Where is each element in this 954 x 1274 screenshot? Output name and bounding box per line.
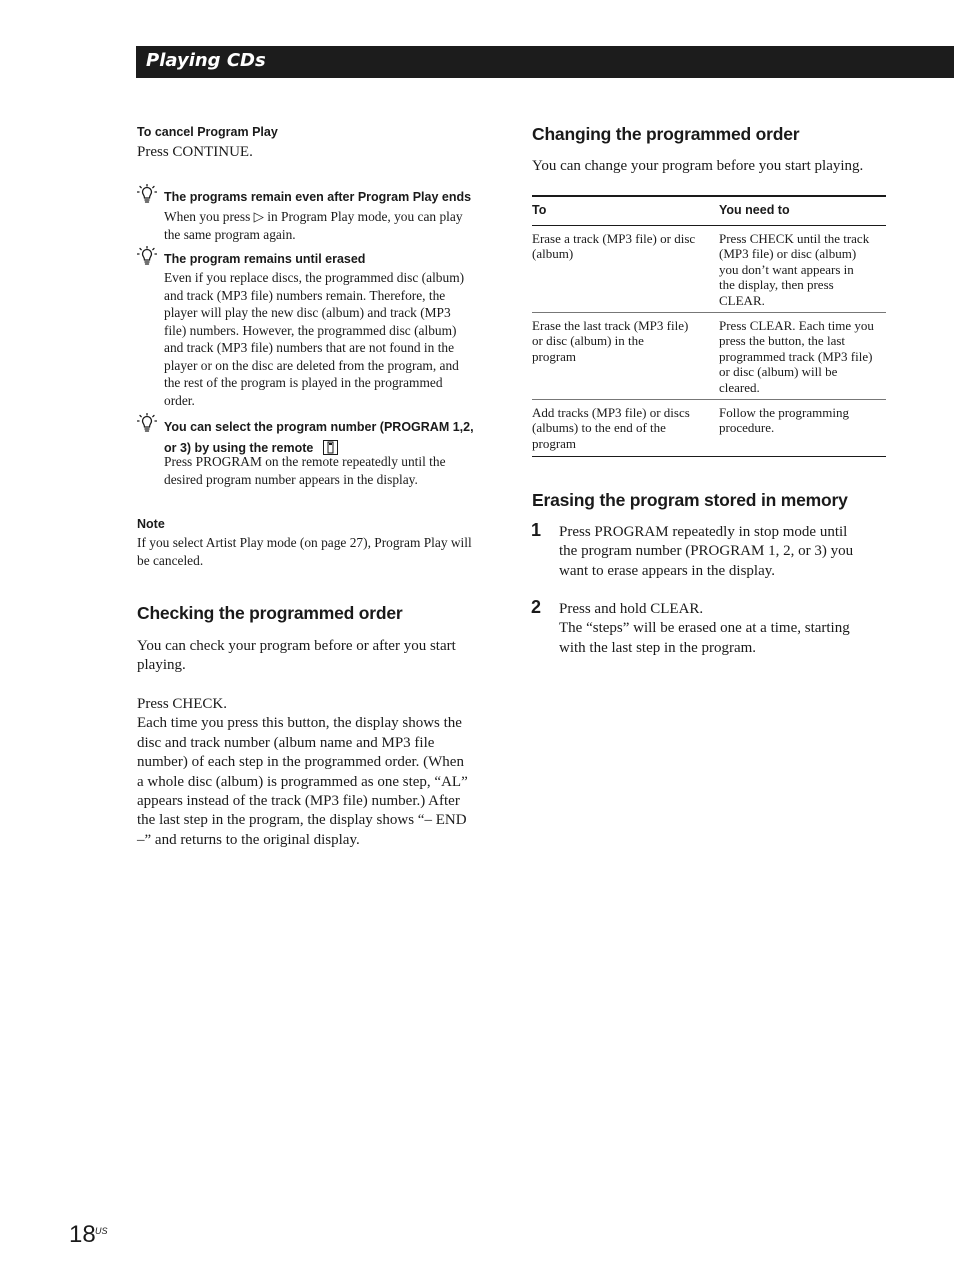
tip-line: the rest of the program is played in the programmed	[164, 375, 443, 390]
step-number: 2	[531, 597, 542, 617]
tip-line: Even if you replace discs, the programmed disc (album)	[164, 270, 465, 285]
cell-line: Erase the last track (MP3 file)	[532, 318, 689, 333]
checking-line: disc and track number (album name and MP3 file	[137, 734, 435, 751]
table-cell-to	[532, 318, 712, 364]
step-line: want to erase appears in the display.	[559, 562, 776, 579]
note-body	[137, 534, 472, 569]
note-line: be canceled.	[137, 552, 204, 568]
tip-heading-line: or 3) by using the remote	[164, 440, 314, 455]
checking-line: –” and returns to the original display.	[137, 831, 360, 848]
tip-line: desired program number appears in the display.	[164, 471, 418, 487]
checking-intro-line: You can check your program before or after you start	[137, 638, 456, 654]
cell-line: you don’t want appears in	[719, 261, 854, 277]
cell-line: the display, then press	[719, 277, 834, 293]
checking-heading: Checking the programmed order	[137, 603, 403, 623]
cell-line: or disc (album) will be	[719, 364, 838, 380]
checking-line: appears instead of the track (MP3 file) number.) After	[137, 793, 460, 810]
step-line: Press and hold CLEAR.	[559, 601, 704, 617]
step-line: The “steps” will be erased one at a time, starting	[559, 620, 850, 637]
cell-line: program	[532, 348, 577, 364]
tip-line: order.	[164, 392, 195, 408]
step-number: 1	[531, 520, 542, 540]
cell-line: Add tracks (MP3 file) or discs	[532, 405, 690, 420]
note-line: If you select Artist Play mode (on page 27), Program Play will	[137, 535, 472, 550]
tip-body	[164, 453, 446, 488]
tip-line: player will play the new disc (album) and track (MP3	[164, 305, 451, 320]
tip-heading: The programs remain even after Program Play ends	[164, 190, 472, 204]
cell-line: Press CHECK until the track	[719, 231, 870, 246]
step-body	[559, 600, 850, 658]
table-row-rule	[532, 399, 886, 400]
cell-line: (albums) to the end of the	[532, 420, 666, 436]
table-top-rule	[532, 195, 886, 197]
checking-intro-line: playing.	[137, 657, 186, 674]
step-body	[559, 523, 853, 581]
tip-icon	[137, 413, 157, 433]
cell-line: or disc (album) in the	[532, 333, 644, 349]
tip-heading-line: You can select the program number (PROGRAM 1,2,	[164, 420, 474, 434]
tip-heading: The program remains until erased	[164, 252, 366, 266]
cell-line: CLEAR.	[719, 292, 765, 308]
checking-line: the last step in the program, the display shows “– END	[137, 812, 467, 829]
table-header-rule	[532, 225, 886, 226]
page-number: 18	[69, 1221, 96, 1248]
note-heading: Note	[137, 517, 165, 531]
cancel-heading: To cancel Program Play	[137, 125, 278, 139]
table-cell-need	[719, 231, 889, 308]
cell-line: cleared.	[719, 379, 760, 395]
cell-line: programmed track (MP3 file)	[719, 348, 873, 364]
checking-line: a whole disc (album) is programmed as one step, “AL”	[137, 773, 468, 790]
tip-line: file) numbers. However, the programmed disc (album)	[164, 322, 457, 338]
table-cell-need	[719, 318, 889, 395]
tip-line: and track (MP3 file) numbers remain. Therefore, the	[164, 287, 446, 303]
section-title: Playing CDs	[146, 50, 266, 71]
table-row-rule	[532, 312, 886, 313]
checking-line: Each time you press this button, the display shows the	[137, 715, 462, 732]
table-header-need: You need to	[719, 203, 790, 217]
tip-line: player or on the disc are deleted from the program, and	[164, 357, 459, 373]
step-line: the program number (PROGRAM 1, 2, or 3) you	[559, 543, 854, 560]
cell-line: (MP3 file) or disc (album)	[719, 246, 857, 262]
tip-icon	[137, 184, 157, 204]
tip-body	[164, 208, 463, 243]
table-cell-need	[719, 405, 889, 436]
section-header-bar	[136, 46, 954, 78]
cell-line: Press CLEAR. Each time you	[719, 318, 874, 333]
table-bottom-rule	[532, 456, 886, 457]
page-suffix: US	[95, 1226, 108, 1236]
cell-line: Follow the programming	[719, 405, 849, 420]
table-header-to: To	[532, 203, 547, 217]
checking-intro	[137, 637, 456, 676]
changing-intro: You can change your program before you start playing.	[532, 158, 864, 174]
table-cell-to	[532, 231, 712, 262]
tip-line: When you press ▷ in Program Play mode, you can play	[164, 209, 463, 224]
tip-icon	[137, 246, 157, 266]
changing-heading: Changing the programmed order	[532, 124, 800, 144]
step-line: Press PROGRAM repeatedly in stop mode until	[559, 524, 848, 540]
cell-line: press the button, the last	[719, 333, 846, 349]
table-cell-to	[532, 405, 712, 451]
tip-heading	[164, 419, 474, 457]
tip-line: and track (MP3 file) numbers that are not found in the	[164, 340, 455, 355]
erasing-heading: Erasing the program stored in memory	[532, 490, 848, 510]
cell-line: (album)	[532, 246, 574, 262]
cell-line: Erase a track (MP3 file) or disc	[532, 231, 696, 246]
cell-line: program	[532, 435, 577, 451]
step-line: with the last step in the program.	[559, 639, 757, 656]
checking-line: Press CHECK.	[137, 696, 228, 712]
cell-line: procedure.	[719, 420, 775, 436]
checking-line: number) of each step in the programmed order. (When	[137, 754, 464, 771]
tip-body	[164, 269, 464, 409]
tip-line: the same program again.	[164, 226, 296, 242]
tip-line: Press PROGRAM on the remote repeatedly until the	[164, 454, 446, 469]
checking-body	[137, 695, 468, 850]
cancel-text: Press CONTINUE.	[137, 144, 253, 160]
